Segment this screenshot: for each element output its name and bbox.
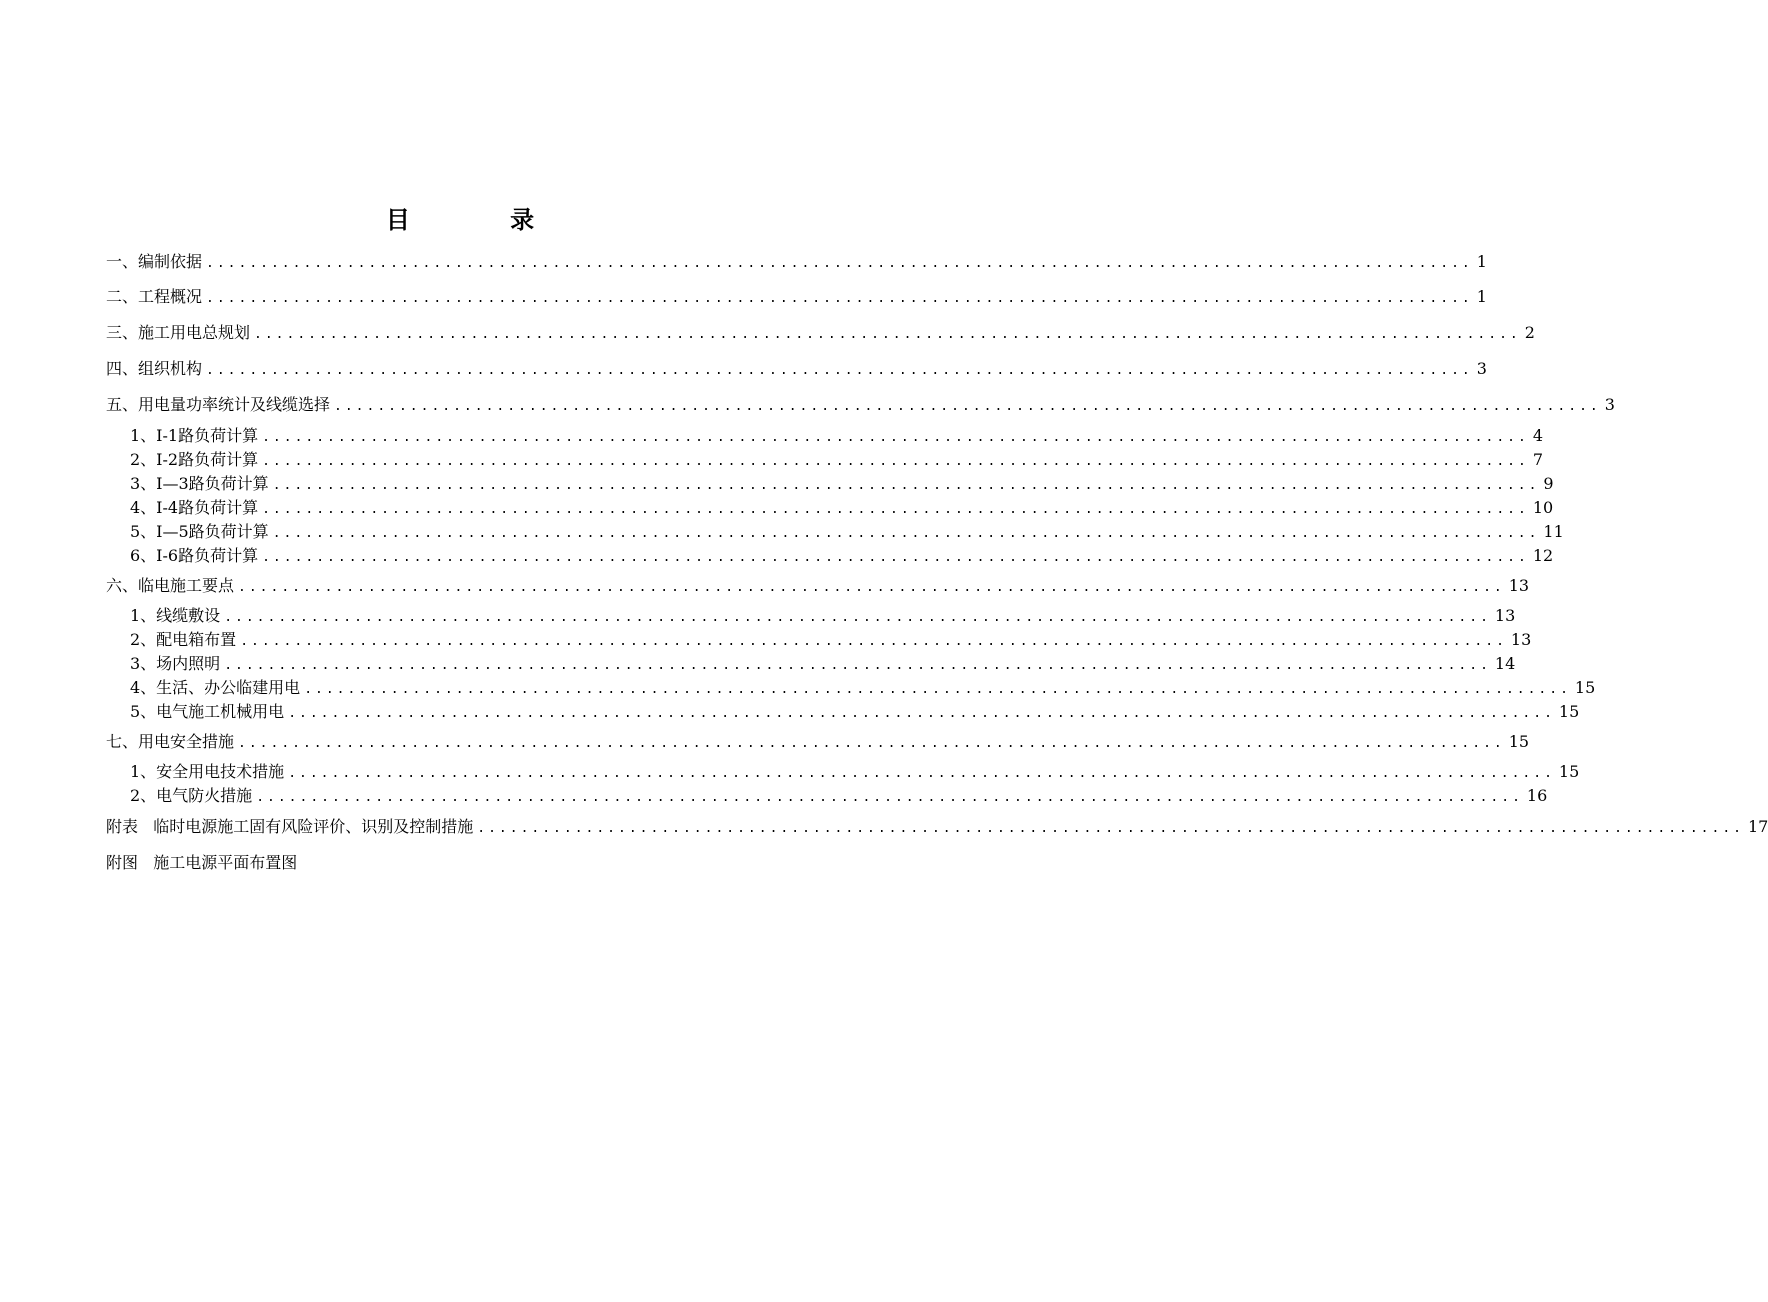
toc-entry[interactable] xyxy=(106,851,826,875)
toc-entry-label: 三、施工用电总规划 xyxy=(106,323,251,342)
toc-entry[interactable] xyxy=(106,574,1530,598)
toc-entry[interactable] xyxy=(130,700,1580,724)
toc-entry-page: 13 xyxy=(1510,630,1532,649)
page-title: 目 录 xyxy=(385,205,581,234)
toc-entry-page: 15 xyxy=(1558,762,1580,781)
toc-entry-label: 5、电气施工机械用电 xyxy=(130,702,285,721)
toc-entry[interactable] xyxy=(130,424,1544,448)
toc-entry-label: 附表 临时电源施工固有风险评价、识别及控制措施 xyxy=(106,817,474,836)
toc-entry-label: 附图 施工电源平面布置图 xyxy=(106,853,298,872)
toc-entry[interactable] xyxy=(130,520,1564,544)
toc-entry-page: 15 xyxy=(1558,702,1580,721)
toc-entry[interactable] xyxy=(130,544,1554,568)
toc-entry-label: 5、Ⅰ—5路负荷计算 xyxy=(130,522,269,541)
toc-entry-label: 3、Ⅰ—3路负荷计算 xyxy=(130,474,269,493)
toc-leader-dots: ..................................................................................................................... xyxy=(256,790,1523,805)
toc-leader-dots: ..................................................................................................................... xyxy=(262,550,1529,565)
toc-leader-dots: ..................................................................................................................... xyxy=(288,706,1555,721)
toc-leader-dots: ..................................................................................................................... xyxy=(254,327,1521,342)
toc-entry-label: 2、电气防火措施 xyxy=(130,786,253,805)
toc-entry-label: 4、生活、办公临建用电 xyxy=(130,678,301,697)
toc-entry-label: 6、Ⅰ-6路负荷计算 xyxy=(130,546,259,565)
toc-entry[interactable] xyxy=(106,393,1615,417)
toc-entry[interactable] xyxy=(130,448,1544,472)
toc-entry[interactable] xyxy=(106,815,1768,839)
toc-entry[interactable] xyxy=(106,285,1487,309)
toc-entry-page: 2 xyxy=(1524,323,1535,342)
toc-entry[interactable] xyxy=(106,250,1487,274)
toc-entry[interactable] xyxy=(130,760,1580,784)
toc-entry-page: 14 xyxy=(1494,654,1516,673)
toc-entry-page: 1 xyxy=(1476,252,1487,271)
toc-leader-dots: ..................................................................................................................... xyxy=(272,478,1540,493)
toc-entry-label: 一、编制依据 xyxy=(106,252,203,271)
toc-entry-label: 1、Ⅰ-1路负荷计算 xyxy=(130,426,259,445)
toc-entry[interactable] xyxy=(130,628,1532,652)
toc-leader-dots: ..................................................................................................................... xyxy=(334,399,1601,414)
toc-leader-dots: ..................................................................................................................... xyxy=(304,682,1571,697)
toc-entry-label: 七、用电安全措施 xyxy=(106,732,235,751)
toc-leader-dots: ..................................................................................................................... xyxy=(262,430,1529,445)
toc-leader-dots: ..................................................................................................................... xyxy=(477,821,1744,836)
toc-entry-label: 五、用电量功率统计及线缆选择 xyxy=(106,395,331,414)
toc-entry-label: 1、安全用电技术措施 xyxy=(130,762,285,781)
toc-entry-page: 13 xyxy=(1494,606,1516,625)
toc-entry-label: 2、Ⅰ-2路负荷计算 xyxy=(130,450,259,469)
toc-entry[interactable] xyxy=(130,496,1554,520)
toc-entry-page: 10 xyxy=(1532,498,1554,517)
toc-leader-dots: ..................................................................................................................... xyxy=(272,526,1540,541)
toc-entry-page: 1 xyxy=(1476,287,1487,306)
toc-leader-dots: ..................................................................................................................... xyxy=(206,363,1473,378)
toc-entry-label: 4、Ⅰ-4路负荷计算 xyxy=(130,498,259,517)
toc-leader-dots: ..................................................................................................................... xyxy=(238,736,1505,751)
toc-entry-page: 3 xyxy=(1476,359,1487,378)
toc-entry[interactable] xyxy=(130,472,1554,496)
toc-entry-label: 六、临电施工要点 xyxy=(106,576,235,595)
toc-entry-page: 11 xyxy=(1543,522,1564,541)
toc-entry-page: 16 xyxy=(1526,786,1548,805)
toc-leader-dots: ..................................................................................................................... xyxy=(262,502,1529,517)
toc-entry-page: 17 xyxy=(1748,817,1768,836)
toc-leader-dots: ..................................................................................................................... xyxy=(262,454,1529,469)
toc-entry-label: 3、场内照明 xyxy=(130,654,221,673)
toc-entry-page: 7 xyxy=(1532,450,1544,469)
toc-entry-label: 1、线缆敷设 xyxy=(130,606,221,625)
toc-entry-page: 4 xyxy=(1532,426,1544,445)
toc-entry[interactable] xyxy=(130,676,1596,700)
toc-entry-page: 13 xyxy=(1508,576,1530,595)
toc-entry-label: 二、工程概况 xyxy=(106,287,203,306)
toc-entry[interactable] xyxy=(130,604,1516,628)
toc-entry-page: 15 xyxy=(1508,732,1530,751)
toc-entry-page: 15 xyxy=(1574,678,1596,697)
toc-leader-dots: ..................................................................................................................... xyxy=(206,291,1473,306)
toc-entry-page: 9 xyxy=(1543,474,1554,493)
toc-entry[interactable] xyxy=(106,357,1487,381)
toc-entry-page: 3 xyxy=(1604,395,1615,414)
toc-leader-dots: ..................................................................................................................... xyxy=(224,658,1491,673)
toc-entry[interactable] xyxy=(130,784,1548,808)
toc-entry[interactable] xyxy=(106,730,1530,754)
toc-leader-dots: ..................................................................................................................... xyxy=(288,766,1555,781)
toc-entry-page: 12 xyxy=(1532,546,1554,565)
toc-entry[interactable] xyxy=(130,652,1516,676)
toc-leader-dots: ..................................................................................................................... xyxy=(206,256,1473,271)
toc-entry-label: 2、配电箱布置 xyxy=(130,630,237,649)
toc-leader-dots: ..................................................................................................................... xyxy=(224,610,1491,625)
toc-entry-label: 四、组织机构 xyxy=(106,359,203,378)
toc-leader-dots: ..................................................................................................................... xyxy=(240,634,1507,649)
toc-leader-dots: ..................................................................................................................... xyxy=(238,580,1505,595)
toc-entry[interactable] xyxy=(106,321,1535,345)
